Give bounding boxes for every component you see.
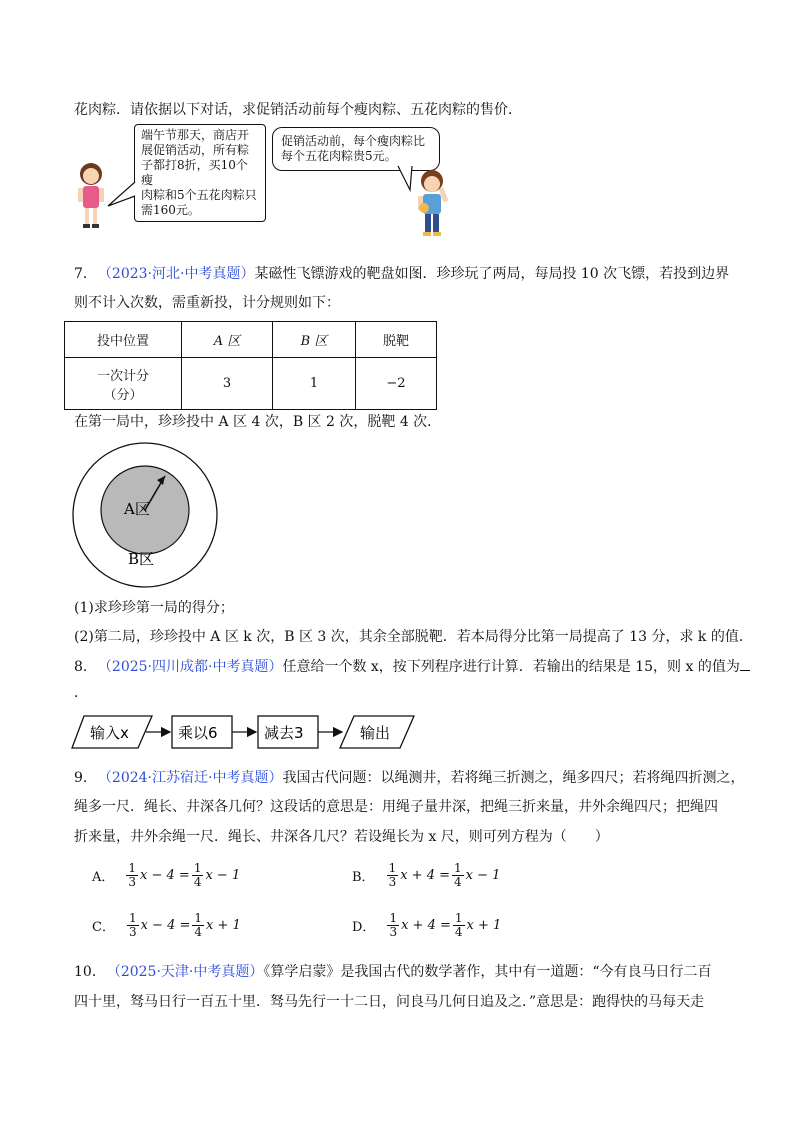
q8-text: 任意给一个数 x，按下列程序进行计算．若输出的结果是 15，则 x 的值为 (282, 659, 740, 675)
boy-bubble-line: 每个五花肉粽贵5元。 (281, 149, 397, 163)
q7-part-1: (1)求珍珍第一局的得分； (74, 600, 234, 616)
scoring-table (64, 321, 437, 410)
flow-step-multiply: 乘以6 (178, 724, 218, 742)
flow-step-subtract: 减去3 (264, 724, 304, 742)
q8-line-1 (74, 657, 750, 677)
boy-illustration (410, 168, 456, 240)
girl-bubble-tail (106, 180, 138, 210)
girl-bubble-line: 端午节那天，商店开 (141, 128, 250, 142)
row-label-line: （分） (103, 387, 143, 403)
girl-bubble-line: 子都打8折，买10个瘦 (141, 158, 248, 187)
option-label: A． (92, 870, 115, 885)
q7-line-1 (74, 264, 729, 284)
girl-illustration (72, 160, 110, 232)
question-number: 8． (74, 659, 97, 675)
equation-part: x + 4 = (401, 918, 451, 933)
fraction: $\frac{1}{4}$ (454, 911, 463, 939)
equation-part: x + 4 = (400, 868, 450, 883)
q7-line-2: 则不计入次数，需重新投，计分规则如下： (74, 295, 340, 311)
girl-bubble-line: 肉粽和5个五花肉粽只 (141, 188, 257, 202)
fraction: $\frac{1}{3}$ (389, 911, 398, 939)
q9-line-2: 绳多一尺．绳长、井深各几何？这段话的意思是：用绳子量井深，把绳三折来量，井外余绳四尺；把绳四 (74, 799, 718, 815)
equation-part: x + 1 (466, 918, 502, 933)
question-number: 10． (74, 964, 106, 980)
fraction: $\frac{1}{4}$ (194, 911, 203, 939)
fraction: $\frac{1}{3}$ (128, 911, 137, 939)
girl-bubble-line: 需160元。 (141, 203, 200, 217)
option-b[interactable] (352, 862, 500, 889)
equation-part: x − 4 = (140, 918, 191, 933)
table-header: B 区 (273, 322, 356, 358)
equation-part: x − 1 (205, 868, 241, 883)
option-label: C． (92, 920, 115, 935)
question-source: （2025·天津·中考真题） (113, 964, 264, 980)
flow-step-input: 输入x (90, 724, 129, 742)
equation-part: x − 4 = (140, 868, 190, 883)
option-d[interactable] (352, 912, 501, 939)
option-label: D． (352, 920, 376, 935)
question-source: （2023·河北·中考真题） (104, 266, 255, 282)
dartboard-figure (70, 440, 220, 590)
fraction: $\frac{1}{3}$ (128, 861, 137, 889)
table-cell: 3 (182, 358, 273, 410)
option-a[interactable] (92, 862, 240, 889)
question-source: （2024·江苏宿迁·中考真题） (104, 770, 283, 786)
equation-part: x − 1 (465, 868, 501, 883)
fraction: $\frac{1}{4}$ (193, 861, 202, 889)
q7-after-table: 在第一局中，珍珍投中 A 区 4 次，B 区 2 次，脱靶 4 次． (74, 414, 442, 430)
question-number: 7． (74, 266, 97, 282)
row-label-line: 一次计分 (96, 368, 149, 384)
q9-text: 我国古代问题：以绳测井，若将绳三折测之，绳多四尺；若将绳四折测之， (282, 770, 745, 786)
table-header: 脱靶 (356, 322, 437, 358)
q7-text: 某磁性飞镖游戏的靶盘如图．珍珍玩了两局，每局投 10 次飞镖，若投到边界 (254, 266, 730, 282)
inner-zone-label: A区 (124, 500, 150, 518)
q10-text: 《算学启蒙》是我国古代的数学著作，其中有一道题：“今有良马日行二百 (263, 964, 712, 980)
answer-blank (740, 670, 750, 671)
q10-line-1 (74, 962, 712, 982)
table-header: A 区 (182, 322, 273, 358)
q10-line-2: 四十里，驽马日行一百五十里．驽马先行一十二日，问良马几何日追及之．”意思是：跑得快的马每天走 (74, 994, 705, 1010)
table-row-label (65, 358, 182, 410)
q8-line-2: ． (74, 685, 88, 701)
q9-line-1 (74, 768, 744, 788)
boy-bubble-line: 促销活动前，每个瘦肉粽比 (281, 134, 426, 148)
fraction: $\frac{1}{3}$ (388, 861, 397, 889)
fraction: $\frac{1}{4}$ (454, 861, 462, 889)
flowchart (70, 712, 420, 752)
girl-speech-bubble (134, 124, 266, 222)
q6-tail-text: 花肉粽．请依据以下对话，求促销活动前每个瘦肉粽、五花肉粽的售价． (74, 102, 522, 118)
flow-step-output: 输出 (360, 724, 391, 742)
q9-line-3: 折来量，井外余绳一尺．绳长、井深各几尺？若设绳长为 x 尺，则可列方程为（ ） (74, 829, 609, 845)
question-number: 9． (74, 770, 97, 786)
option-label: B． (352, 870, 375, 885)
girl-bubble-line: 展促销活动，所有粽 (141, 143, 250, 157)
equation-part: x + 1 (206, 918, 241, 933)
question-source: （2025·四川成都·中考真题） (104, 659, 283, 675)
table-cell: 1 (273, 358, 356, 410)
option-c[interactable] (92, 912, 241, 939)
q7-part-2: (2)第二局，珍珍投中 A 区 k 次，B 区 3 次，其余全部脱靶．若本局得分比第一局提高了 13 分，求 k 的值． (74, 629, 753, 645)
outer-zone-label: B区 (128, 550, 155, 568)
table-header: 投中位置 (65, 322, 182, 358)
table-cell: −2 (356, 358, 437, 410)
